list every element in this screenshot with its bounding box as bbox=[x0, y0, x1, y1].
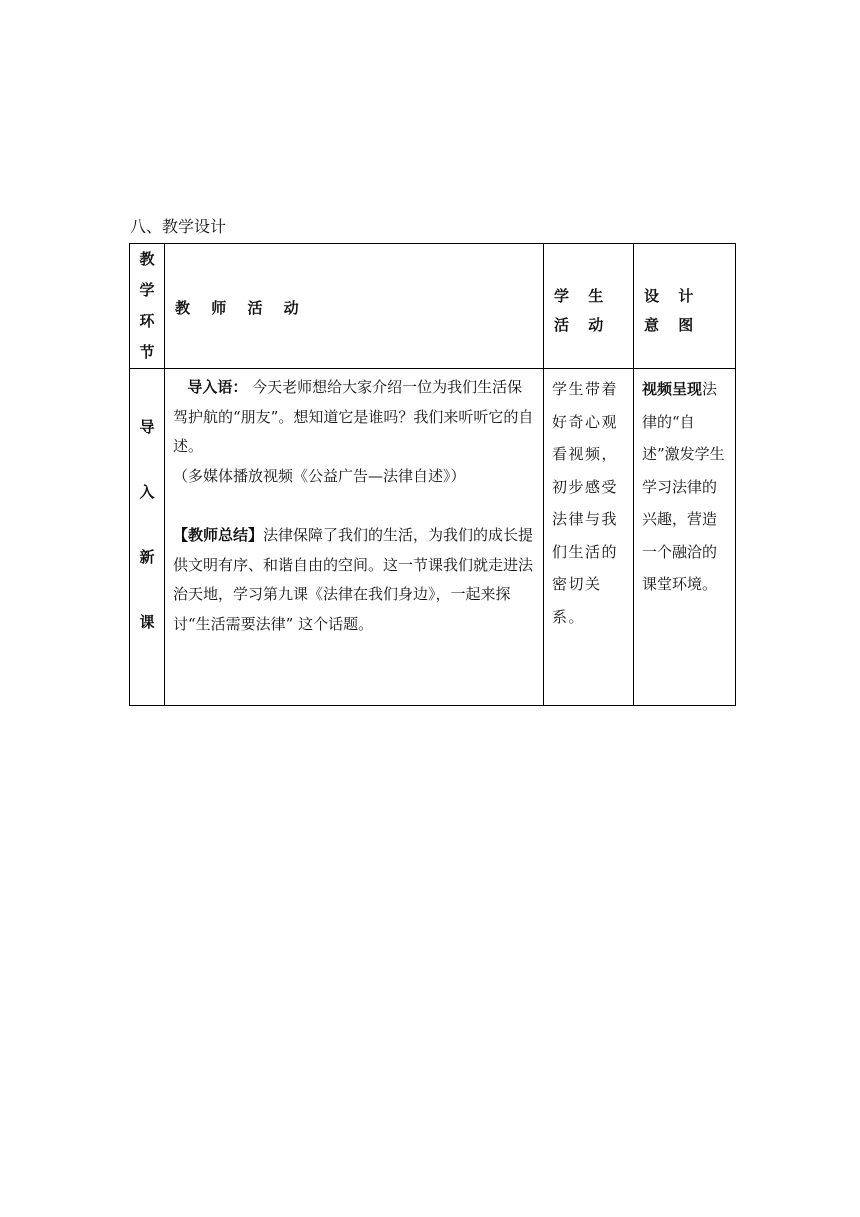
design-intent-header bbox=[634, 244, 735, 340]
intro-text: 今天老师想给大家介绍一位为我们生活保驾护航的“朋友”。想知道它是谁吗？我们来听听它的自述。 bbox=[173, 378, 534, 455]
design-bold-text: 视频呈现 bbox=[642, 380, 703, 398]
teacher-activity-header: 教 师 活 动 bbox=[175, 299, 307, 317]
summary-text: 法律保障了我们的生活，为我们的成长提供文明有序、和谐自由的空间。这一节课我们就走进法治天地，学习第九课《法律在我们身边》，一起来探讨“生活需要法律” 这个话题。 bbox=[173, 526, 534, 633]
student-activity-header bbox=[544, 244, 633, 340]
student-header-line: 活 动 bbox=[554, 316, 611, 334]
stage-header-char: 环 bbox=[139, 312, 155, 330]
intro-paragraph bbox=[173, 373, 537, 462]
student-activity-cell bbox=[544, 369, 634, 706]
teacher-header-cell bbox=[165, 244, 544, 369]
stage-header-char: 节 bbox=[139, 343, 155, 361]
stage-char: 课 bbox=[139, 613, 155, 631]
stage-cell bbox=[130, 369, 165, 706]
summary-label: 【教师总结】 bbox=[173, 526, 264, 544]
student-header-cell bbox=[544, 244, 634, 369]
media-note: （多媒体播放视频《公益广告—法律自述》） bbox=[173, 466, 466, 485]
teacher-activity-cell bbox=[165, 369, 544, 706]
design-text: 法律的“自述”激发学生学习法律的兴趣，营造一个融洽的课堂环境。 bbox=[642, 380, 725, 593]
design-header-line: 意 图 bbox=[644, 316, 701, 334]
stage-header-cell bbox=[130, 244, 165, 369]
stage-char: 入 bbox=[139, 483, 155, 501]
stage-header-char: 教 bbox=[139, 250, 155, 268]
stage-char: 新 bbox=[139, 548, 155, 566]
stage-char: 导 bbox=[139, 418, 155, 436]
summary-paragraph bbox=[173, 521, 537, 639]
stage-header-char: 学 bbox=[139, 281, 155, 299]
design-header-line: 设 计 bbox=[644, 287, 701, 305]
design-intent-cell bbox=[634, 369, 736, 706]
teaching-design-table bbox=[129, 243, 736, 706]
student-header-line: 学 生 bbox=[554, 287, 611, 305]
table-row bbox=[130, 369, 736, 706]
student-activity-text: 学生带着好奇心观看视频，初步感受法律与我们生活的密切关系。 bbox=[552, 380, 619, 626]
table-header-row bbox=[130, 244, 736, 369]
design-header-cell bbox=[634, 244, 736, 369]
intro-label: 导入语： bbox=[187, 378, 248, 396]
section-heading: 八、教学设计 bbox=[130, 217, 227, 236]
